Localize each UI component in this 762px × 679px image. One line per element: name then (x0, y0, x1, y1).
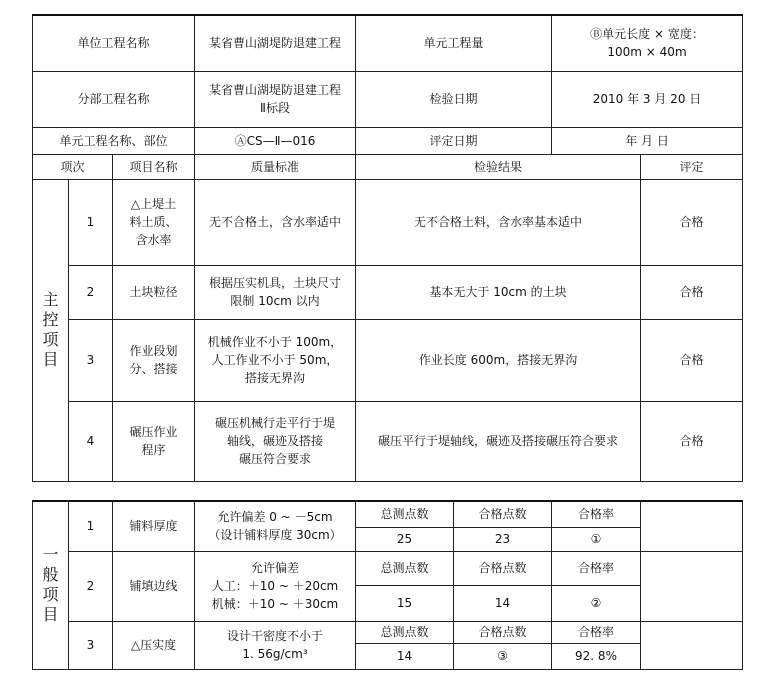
table-row (33, 265, 743, 319)
quality-standard: 设计干密度不小于 1. 56g/cm³ (195, 621, 356, 669)
table-row (33, 551, 743, 585)
inspection-date: 2010 年 3 月 20 日 (552, 71, 743, 127)
total-points-value: 15 (356, 585, 454, 621)
table-row (33, 401, 743, 481)
row-number: 1 (69, 179, 113, 265)
pass-rate-value: ① (552, 527, 641, 551)
assessment: 合格 (641, 265, 743, 319)
total-points-label: 总测点数 (356, 621, 454, 643)
column-result: 检验结果 (356, 154, 641, 179)
unit-project-name: 某省曹山湖堤防退建工程 (195, 15, 356, 71)
assessment (641, 501, 743, 551)
passed-points-value: ③ (454, 643, 552, 669)
unit-element-label: 单元工程名称、部位 (33, 127, 195, 154)
assessment-date: 年 月 日 (552, 127, 743, 154)
passed-points-label: 合格点数 (454, 621, 552, 643)
column-standard: 质量标准 (195, 154, 356, 179)
passed-points-label: 合格点数 (454, 551, 552, 585)
passed-points-value: 14 (454, 585, 552, 621)
column-item-name: 项目名称 (113, 154, 195, 179)
quality-standard: 根据压实机具，土块尺寸 限制 10cm 以内 (195, 265, 356, 319)
item-name: △压实度 (113, 621, 195, 669)
inspection-result: 碾压平行于堤轴线，碾迹及搭接碾压符合要求 (356, 401, 641, 481)
column-header-row (33, 154, 743, 179)
row-number: 4 (69, 401, 113, 481)
total-points-label: 总测点数 (356, 501, 454, 527)
column-item-no: 项次 (33, 154, 113, 179)
total-points-label: 总测点数 (356, 551, 454, 585)
sub-project-name: 某省曹山湖堤防退建工程 Ⅱ标段 (195, 71, 356, 127)
quality-standard: 允许偏差 人工：＋10 ~ ＋20cm 机械：＋10 ~ ＋30cm (195, 551, 356, 621)
main-control-table (32, 14, 743, 482)
assessment: 合格 (641, 319, 743, 401)
quality-standard: 机械作业不小于 100m， 人工作业不小于 50m， 搭接无界沟 (195, 319, 356, 401)
unit-quantity-label: 单元工程量 (356, 15, 552, 71)
passed-points-value: 23 (454, 527, 552, 551)
total-points-value: 14 (356, 643, 454, 669)
row-number: 2 (69, 551, 113, 621)
assessment: 合格 (641, 179, 743, 265)
inspection-result: 无不合格土料，含水率基本适中 (356, 179, 641, 265)
assessment-date-label: 评定日期 (356, 127, 552, 154)
table-row (33, 179, 743, 265)
assessment: 合格 (641, 401, 743, 481)
item-name: 铺料厚度 (113, 501, 195, 551)
pass-rate-label: 合格率 (552, 501, 641, 527)
item-name: 碾压作业 程序 (113, 401, 195, 481)
quality-standard: 无不合格土，含水率适中 (195, 179, 356, 265)
column-assessment: 评定 (641, 154, 743, 179)
table-row (33, 319, 743, 401)
quality-standard: 允许偏差 0 ~ －5cm （设计铺料厚度 30cm） (195, 501, 356, 551)
inspection-result: 基本无大于 10cm 的土块 (356, 265, 641, 319)
row-number: 1 (69, 501, 113, 551)
inspection-date-label: 检验日期 (356, 71, 552, 127)
passed-points-label: 合格点数 (454, 501, 552, 527)
general-items-table (32, 500, 743, 670)
pass-rate-label: 合格率 (552, 621, 641, 643)
assessment (641, 621, 743, 669)
item-name: 作业段划 分、搭接 (113, 319, 195, 401)
item-name: 铺填边线 (113, 551, 195, 621)
assessment (641, 551, 743, 621)
item-name: △上堤土 料土质、 含水率 (113, 179, 195, 265)
total-points-value: 25 (356, 527, 454, 551)
main-items-group-label: 主 控 项 目 (33, 179, 69, 481)
table-row (33, 621, 743, 643)
pass-rate-value: ② (552, 585, 641, 621)
row-number: 2 (69, 265, 113, 319)
inspection-result: 作业长度 600m，搭接无界沟 (356, 319, 641, 401)
item-name: 土块粒径 (113, 265, 195, 319)
row-number: 3 (69, 621, 113, 669)
general-items-group-label: 一 般 项 目 (33, 501, 69, 669)
pass-rate-label: 合格率 (552, 551, 641, 585)
unit-quantity: Ⓑ单元长度 × 宽度： 100m × 40m (552, 15, 743, 71)
row-number: 3 (69, 319, 113, 401)
quality-standard: 碾压机械行走平行于堤 轴线，碾迹及搭接 碾压符合要求 (195, 401, 356, 481)
pass-rate-value: 92. 8% (552, 643, 641, 669)
unit-element: ⒶCS—Ⅱ—016 (195, 127, 356, 154)
sub-project-name-label: 分部工程名称 (33, 71, 195, 127)
unit-project-name-label: 单位工程名称 (33, 15, 195, 71)
table-row (33, 501, 743, 527)
